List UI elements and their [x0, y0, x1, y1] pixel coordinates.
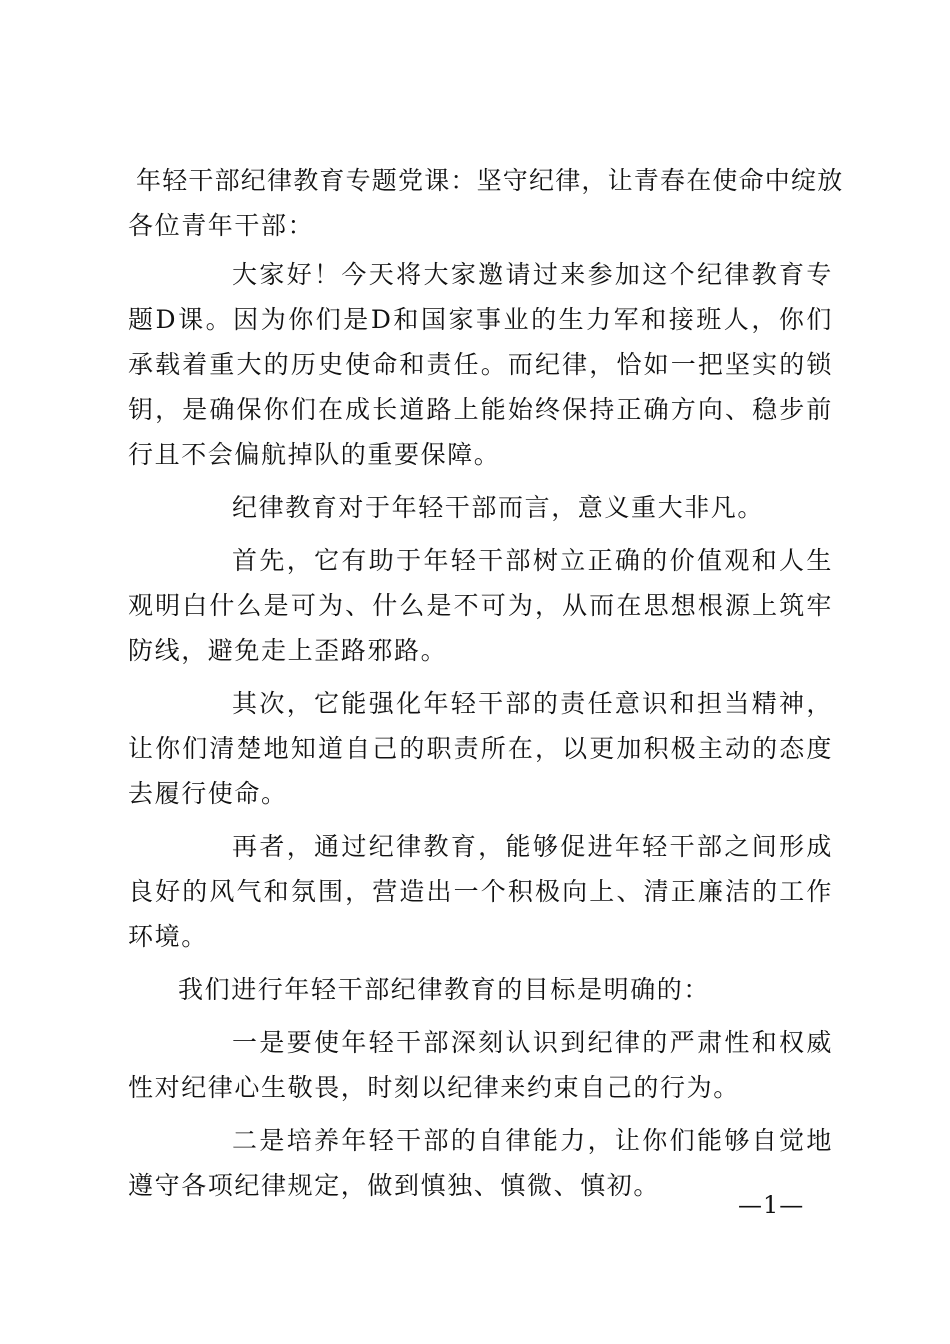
paragraph-significance: 纪律教育对于年轻干部而言，意义重大非凡。 [232, 493, 765, 522]
document-body [128, 158, 844, 1216]
page-number: —1— [738, 1191, 805, 1219]
paragraph-goals-intro: 我们进行年轻干部纪律教育的目标是明确的： [178, 975, 711, 1004]
paragraph-goal-one: 一是要使年轻干部深刻认识到纪律的严肃性和权威性对纪律心生敬畏，时刻以纪律来约束自己的行为。 [128, 1028, 833, 1102]
paragraph-second: 其次，它能强化年轻干部的责任意识和担当精神，让你们清楚地知道自己的职责所在，以更加积极主动的态度去履行使命。 [128, 689, 833, 808]
salutation: 各位青年干部： [128, 211, 315, 240]
paragraph-greeting: 大家好！今天将大家邀请过来参加这个纪律教育专题D课。因为你们是D和国家事业的生力军和接班人，你们承载着重大的历史使命和责任。而纪律，恰如一把坚实的锁钥，是确保你们在成长道路上能始终保持正确方向、稳步前行且不会偏航掉队的重要保障。 [128, 260, 833, 469]
paragraph-third: 再者，通过纪律教育，能够促进年轻干部之间形成良好的风气和氛围，营造出一个积极向上、清正廉洁的工作环境。 [128, 832, 833, 951]
paragraph-first: 首先，它有助于年轻干部树立正确的价值观和人生观明白什么是可为、什么是不可为，从而在思想根源上筑牢防线，避免走上歪路邪路。 [128, 546, 833, 665]
document-title: 年轻干部纪律教育专题党课：坚守纪律，让青春在使命中绽放 [136, 166, 844, 195]
paragraph-goal-two: 二是培养年轻干部的自律能力，让你们能够自觉地遵守各项纪律规定，做到慎独、慎微、慎初。 [128, 1126, 833, 1200]
